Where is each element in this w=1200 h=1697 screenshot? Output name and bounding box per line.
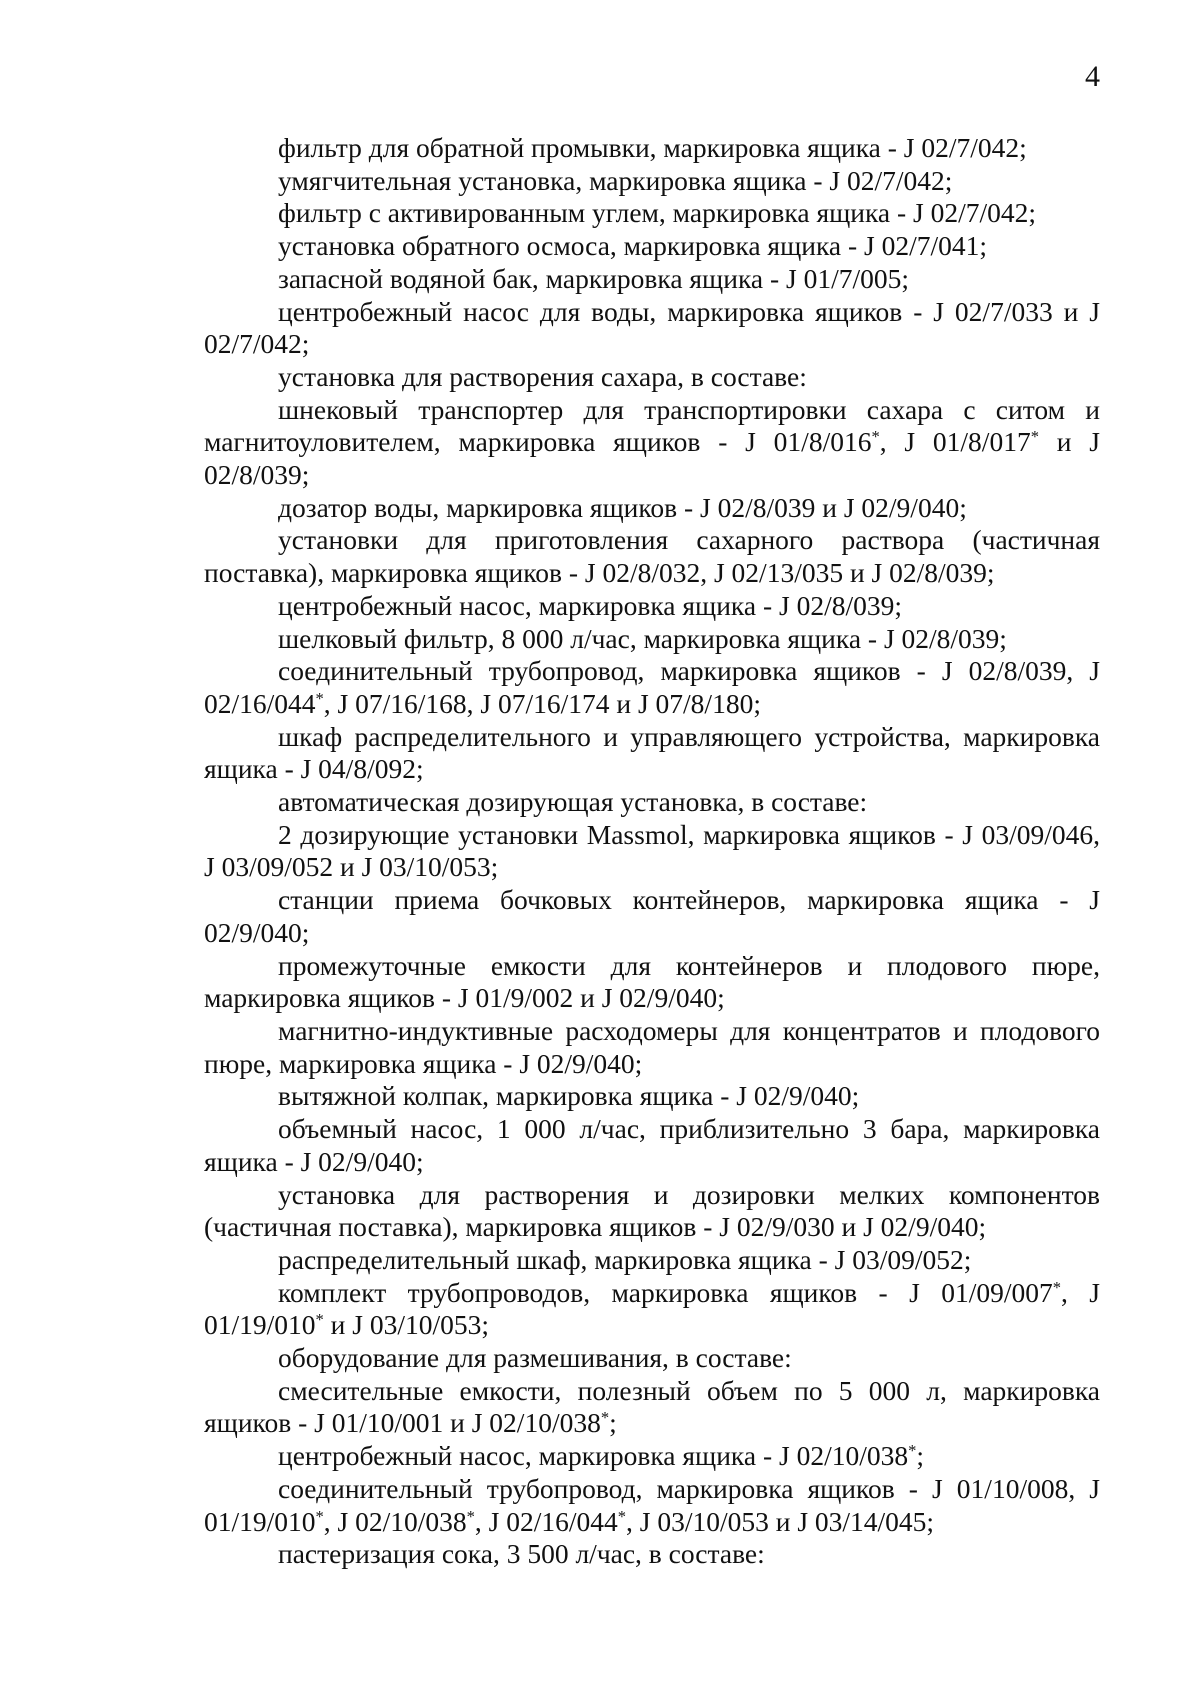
list-item: фильтр с активированным углем, маркировка ящика - J 02/7/042; xyxy=(278,197,1037,229)
list-item: центробежный насос, маркировка ящика - J 02/8/039; xyxy=(278,589,902,621)
list-item: оборудование для размешивания, в составе: xyxy=(278,1342,792,1374)
list-item: вытяжной колпак, маркировка ящика - J 02/9/040; xyxy=(278,1080,860,1112)
list-item: станции приема бочковых контейнеров, маркировка ящика - J 02/9/040; xyxy=(204,884,1100,948)
list-item: распределительный шкаф, маркировка ящика - J 03/09/052; xyxy=(278,1243,972,1275)
list-item: соединительный трубопровод, маркировка ящиков - J 01/10/008, J 01/19/010*, J 02/10/038*, J 02/16/044*, J 03/10/053 и J 03/14/045; xyxy=(204,1472,1100,1537)
list-item: запасной водяной бак, маркировка ящика - J 01/7/005; xyxy=(278,262,910,294)
list-item: фильтр для обратной промывки, маркировка ящика - J 02/7/042; xyxy=(278,132,1027,163)
list-item: смесительные емкости, полезный объем по 5 000 л, маркировка ящиков - J 01/10/001 и J 02/10/038*; xyxy=(204,1374,1100,1439)
list-item: установка для растворения и дозировки мелких компонентов (частичная поставка), маркировка ящиков - J 02/9/030 и J 02/9/040; xyxy=(204,1178,1100,1243)
list-item: магнитно-индуктивные расходомеры для концентратов и плодового пюре, маркировка ящика - J 02/9/040; xyxy=(204,1014,1100,1079)
page-number: 4 xyxy=(1085,60,1100,93)
list-item: 2 дозирующие установки Massmol, маркировка ящиков - J 03/09/046, J 03/09/052 и J 03/10/053; xyxy=(204,818,1100,883)
list-item: умягчительная установка, маркировка ящика - J 02/7/042; xyxy=(278,164,953,196)
list-item: объемный насос, 1 000 л/час, приблизительно 3 бара, маркировка ящика - J 02/9/040; xyxy=(204,1113,1100,1177)
list-item: шкаф распределительного и управляющего устройства, маркировка ящика - J 04/8/092; xyxy=(204,720,1100,785)
list-item: соединительный трубопровод, маркировка ящиков - J 02/8/039, J 02/16/044*, J 07/16/168, J 07/16/174 и J 07/8/180; xyxy=(204,655,1100,719)
list-item: шелковый фильтр, 8 000 л/час, маркировка ящика - J 02/8/039; xyxy=(278,622,1007,654)
list-item: центробежный насос, маркировка ящика - J 02/10/038*; xyxy=(278,1440,924,1472)
equipment-list xyxy=(204,132,1100,1571)
list-item: шнековый транспортер для транспортировки сахара с ситом и магнитоуловителем, маркировка ящиков - J 01/8/016*, J 01/8/017* и J 02/8/039; xyxy=(204,393,1100,491)
list-item: автоматическая дозирующая установка, в составе: xyxy=(278,786,868,818)
list-item: пастеризация сока, 3 500 л/час, в составе: xyxy=(278,1538,765,1570)
list-item: промежуточные емкости для контейнеров и плодового пюре, маркировка ящиков - J 01/9/002 и J 02/9/040; xyxy=(204,949,1100,1014)
list-item: установка для растворения сахара, в составе: xyxy=(278,360,807,392)
list-item: комплект трубопроводов, маркировка ящиков - J 01/09/007*, J 01/19/010* и J 03/10/053; xyxy=(204,1276,1100,1341)
list-item: центробежный насос для воды, маркировка ящиков - J 02/7/033 и J 02/7/042; xyxy=(204,295,1100,360)
list-item: установка обратного осмоса, маркировка ящика - J 02/7/041; xyxy=(278,230,988,262)
list-item: установки для приготовления сахарного раствора (частичная поставка), маркировка ящиков - J 02/8/032, J 02/13/035 и J 02/8/039; xyxy=(204,524,1100,589)
list-item: дозатор воды, маркировка ящиков - J 02/8/039 и J 02/9/040; xyxy=(278,491,967,523)
